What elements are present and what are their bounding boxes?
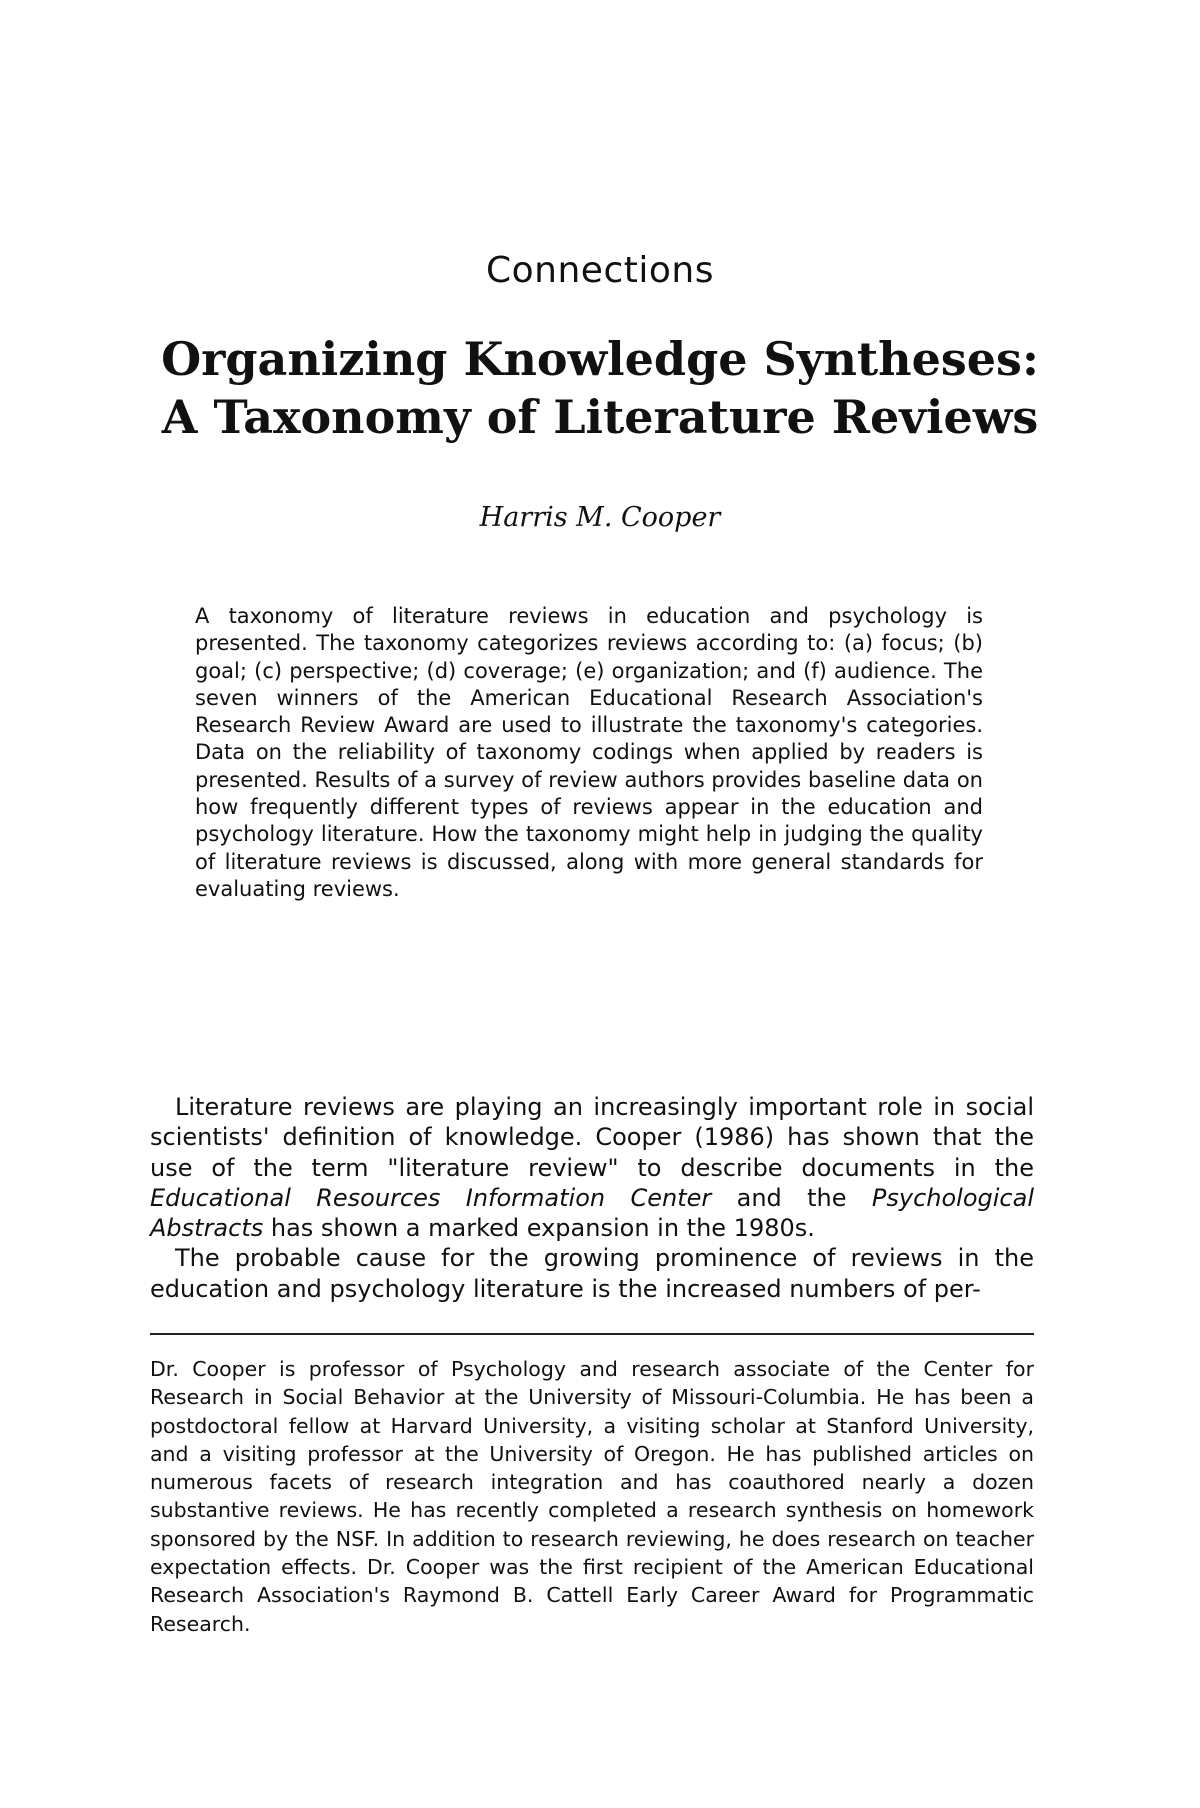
body-p1-text-1: Literature reviews are playing an increasingly important role in social scientists' definition of knowledge. Cooper (1986) has shown that the use of the term "literature review" to describe documents in the (150, 1093, 1034, 1182)
body-p1-italic-psych-abstracts: Psychological Abstracts (150, 1183, 1034, 1243)
author-name: Harris M. Cooper (479, 502, 721, 533)
body-p1-text-2: and the (711, 1183, 872, 1212)
body-text (150, 1092, 1034, 1304)
body-paragraph-2: The probable cause for the growing prominence of reviews in the education and psychology literature is the increased numbers of per- (150, 1244, 1034, 1303)
body-paragraph-1 (150, 1092, 1034, 1243)
abstract: A taxonomy of literature reviews in education and psychology is presented. The taxonomy categorizes reviews according to: (a) focus; (b) goal; (c) perspective; (d) coverage; (e) organization; and (f) audience. The seven winners of the American Educational Research Association's Research Review Award are used to illustrate the taxonomy's categories. Data on the reliability of taxonomy codings when applied by readers is presented. Results of a survey of review authors provides baseline data on how frequently different types of reviews appear in the education and psychology literature. How the taxonomy might help in judging the quality of literature reviews is discussed, along with more general standards for evaluating reviews. (195, 604, 983, 901)
article-title-line-1: Organizing Knowledge Syntheses: (161, 332, 1039, 386)
article-title (100, 330, 1100, 446)
body-p1-italic-eric: Educational Resources Information Center (150, 1183, 712, 1212)
section-label: Connections (486, 250, 714, 291)
article-title-line-2: A Taxonomy of Literature Reviews (161, 390, 1039, 444)
footnote-divider (150, 1333, 1034, 1335)
body-p1-text-3: has shown a marked expansion in the 1980s. (263, 1214, 815, 1243)
author-footnote: Dr. Cooper is professor of Psychology and research associate of the Center for Research in Social Behavior at the University of Missouri-Columbia. He has been a postdoctoral fellow at Harvard University, a visiting scholar at Stanford University, and a visiting professor at the University of Oregon. He has published articles on numerous facets of research integration and has coauthored nearly a dozen substantive reviews. He has recently completed a research synthesis on homework sponsored by the NSF. In addition to research reviewing, he does research on teacher expectation effects. Dr. Cooper was the first recipient of the American Educational Research Association's Raymond B. Cattell Early Career Award for Programmatic Research. (150, 1357, 1034, 1636)
